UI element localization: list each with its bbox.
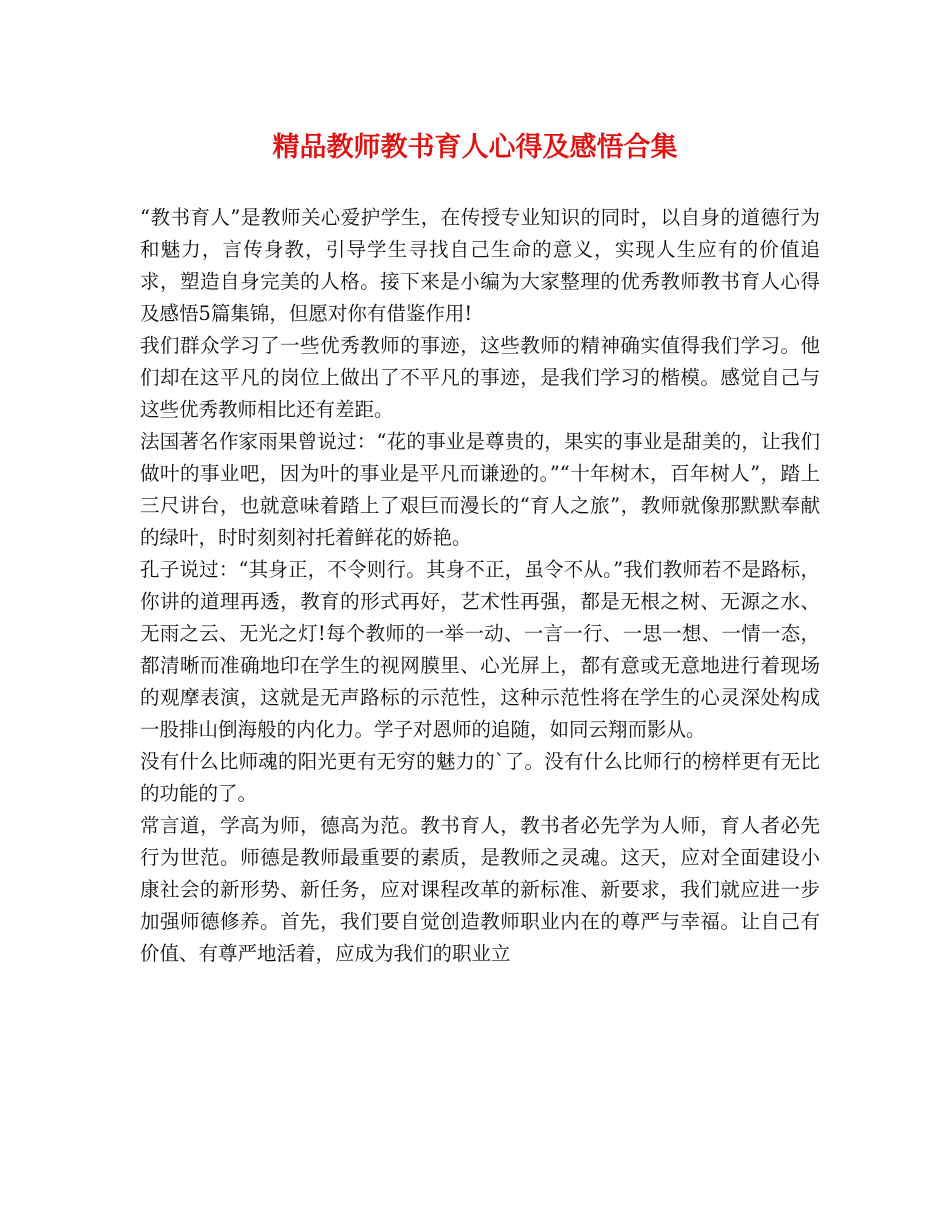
document-title: 精品教师教书育人心得及感悟合集 xyxy=(272,132,678,163)
paragraph-hugo-quote: 法国著名作家雨果曾说过：“花的事业是尊贵的，果实的事业是甜美的，让我们做叶的事业吧，因为叶的事业是平凡而谦逊的。”“十年树木，百年树人”，踏上三尺讲台，也就意味着踏上了艰巨而漫长的“育人之旅”，教师就像那默默奉献的绿叶，时时刻刻衬托着鲜花的娇艳。 xyxy=(140,430,820,549)
paragraph-learning: 我们群众学习了一些优秀教师的事迹，这些教师的精神确实值得我们学习。他们却在这平凡的岗位上做出了不平凡的事迹，是我们学习的楷模。感觉自己与这些优秀教师相比还有差距。 xyxy=(140,334,820,421)
paragraph-teacher-ethics: 常言道，学高为师，德高为范。教书育人，教书者必先学为人师，育人者必先行为世范。师德是教师最重要的素质，是教师之灵魂。这天，应对全面建设小康社会的新形势、新任务，应对课程改革的新标准、新要求，我们就应进一步加强师德修养。首先，我们要自觉创造教师职业内在的尊严与幸福。让自己有价值、有尊严地活着，应成为我们的职业立 xyxy=(140,814,820,965)
paragraph-confucius-quote: 孔子说过：“其身正，不令则行。其身不正，虽令不从。”我们教师若不是路标，你讲的道理再透，教育的形式再好，艺术性再强，都是无根之树、无源之水、无雨之云、无光之灯!每个教师的一举一动、一言一行、一思一想、一情一态，都清晰而准确地印在学生的视网膜里、心光屏上，都有意或无意地进行着现场的观摩表演，这就是无声路标的示范性，这种示范性将在学生的心灵深处构成一股排山倒海般的内化力。学子对恩师的追随，如同云翔而影从。 xyxy=(140,558,820,741)
paragraph-teacher-soul: 没有什么比师魂的阳光更有无穷的魅力的`了。没有什么比师行的榜样更有无比的功能的了。 xyxy=(140,750,820,805)
paragraph-intro: “教书育人”是教师关心爱护学生，在传授专业知识的同时，以自身的道德行为和魅力，言传身教，引导学生寻找自己生命的意义，实现人生应有的价值追求，塑造自身完美的人格。接下来是小编为大家整理的优秀教师教书育人心得及感悟5篇集锦，但愿对你有借鉴作用! xyxy=(140,206,820,325)
document-body xyxy=(140,202,820,970)
